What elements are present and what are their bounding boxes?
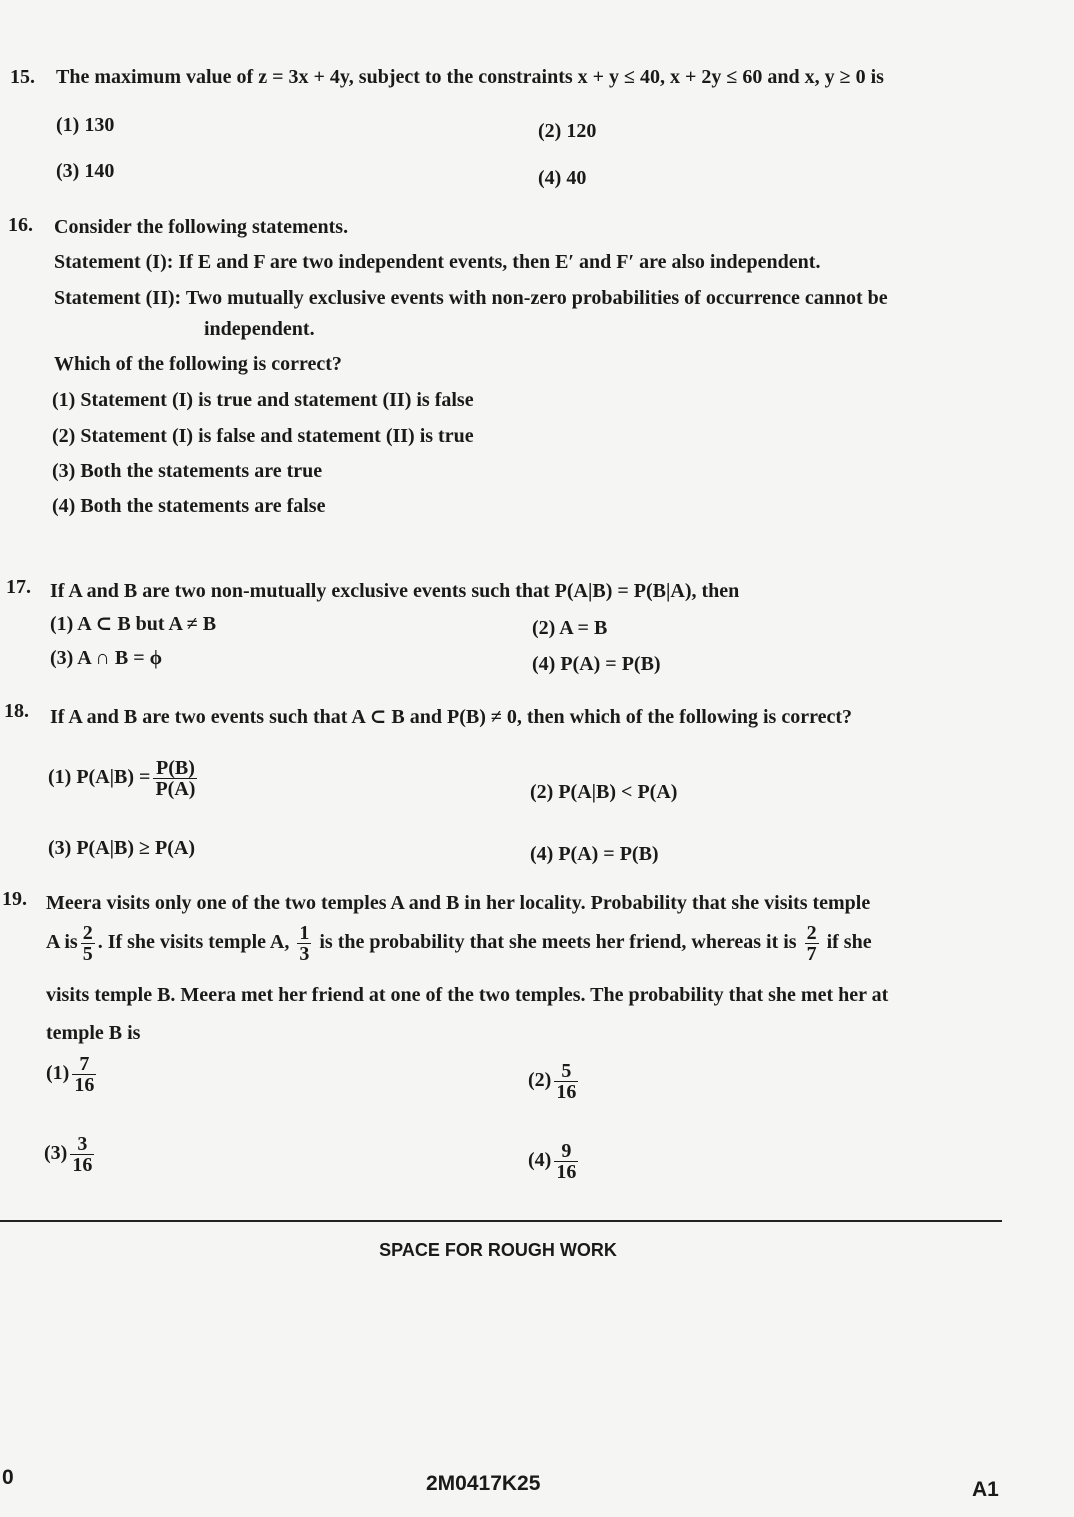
page-number: 0 (2, 1466, 14, 1489)
rough-work-label: SPACE FOR ROUGH WORK (379, 1240, 617, 1260)
option-4: (4) Both the statements are false (52, 495, 326, 517)
fraction (81, 923, 95, 964)
fraction-numerator: 1 (299, 922, 310, 944)
option-3: (3) Both the statements are true (52, 460, 323, 482)
option-4: (4) P(A) = P(B) (532, 653, 661, 675)
text-segment: A is (46, 931, 78, 954)
series-label: A1 (972, 1478, 999, 1501)
question-line-1: Meera visits only one of the two temples A and B in her locality. Probability that she visits temple (46, 892, 871, 914)
question-number: 15. (10, 66, 35, 88)
option-1 (46, 1054, 99, 1095)
question-intro: Consider the following statements. (54, 216, 349, 238)
option-3 (44, 1134, 97, 1175)
option-2: (2) A = B (532, 617, 608, 639)
option-label: (2) (528, 1069, 552, 1092)
fraction (554, 1141, 578, 1182)
option-1-prefix: (1) P(A|B) = (48, 766, 151, 789)
option-label: (3) (44, 1142, 68, 1165)
fraction-denominator: P(A) (155, 778, 196, 800)
fraction (153, 758, 197, 799)
fraction-denominator: 7 (806, 943, 817, 965)
option-3: (3) 140 (56, 160, 115, 182)
question-number: 19. (2, 888, 27, 910)
fraction-numerator: 7 (72, 1054, 96, 1075)
option-2 (528, 1061, 581, 1102)
fraction-numerator: 2 (82, 922, 93, 944)
option-3: (3) P(A|B) ≥ P(A) (48, 837, 196, 859)
fraction-numerator: 3 (70, 1134, 94, 1155)
fraction (70, 1134, 94, 1175)
fraction-numerator: 5 (554, 1061, 578, 1082)
fraction-numerator: 9 (554, 1141, 578, 1162)
question-line-4: temple B is (46, 1022, 141, 1044)
option-1: (1) Statement (I) is true and statement (II) is false (52, 389, 474, 411)
question-line-2 (46, 923, 872, 964)
option-2: (2) 120 (538, 120, 597, 142)
statement-1: Statement (I): If E and F are two independent events, then E′ and F′ are also independent. (54, 251, 821, 273)
option-1: (1) A ⊂ B but A ≠ B (50, 613, 217, 635)
fraction (554, 1061, 578, 1102)
fraction-denominator: 16 (74, 1074, 95, 1096)
fraction (805, 923, 819, 964)
text-segment: if she (826, 931, 872, 954)
option-4: (4) 40 (538, 167, 587, 189)
option-1 (48, 758, 200, 799)
divider-line (0, 1220, 1002, 1222)
fraction (297, 923, 311, 964)
question-number: 17. (6, 576, 31, 598)
question-text: If A and B are two events such that A ⊂ B and P(B) ≠ 0, then which of the following is correct? (50, 706, 853, 728)
paper-code: 2M0417K25 (426, 1472, 541, 1495)
option-2: (2) Statement (I) is false and statement (II) is true (52, 425, 474, 447)
fraction-denominator: 16 (556, 1081, 577, 1103)
fraction-denominator: 16 (72, 1154, 93, 1176)
option-4: (4) P(A) = P(B) (530, 843, 659, 865)
option-3: (3) A ∩ B = ϕ (50, 647, 163, 669)
question-number: 16. (8, 214, 33, 236)
statement-2: Statement (II): Two mutually exclusive events with non-zero probabilities of occurrence cannot be (54, 287, 888, 309)
option-1: (1) 130 (56, 114, 115, 136)
text-segment: is the probability that she meets her friend, whereas it is (319, 931, 797, 954)
fraction (72, 1054, 96, 1095)
option-2: (2) P(A|B) < P(A) (530, 781, 678, 803)
fraction-numerator: 2 (806, 922, 817, 944)
option-label: (4) (528, 1149, 552, 1172)
fraction-denominator: 3 (299, 943, 310, 965)
question-text: The maximum value of z = 3x + 4y, subject to the constraints x + y ≤ 40, x + 2y ≤ 60 and x, y ≥ 0 is (56, 66, 884, 88)
option-4 (528, 1141, 581, 1182)
statement-2-continued: independent. (204, 318, 315, 340)
question-number: 18. (4, 700, 29, 722)
fraction-denominator: 16 (556, 1161, 577, 1183)
fraction-numerator: P(B) (153, 758, 197, 779)
question-line-3: visits temple B. Meera met her friend at one of the two temples. The probability that she met her at (46, 984, 889, 1006)
fraction-denominator: 5 (82, 943, 93, 965)
question-prompt: Which of the following is correct? (54, 353, 342, 375)
text-segment: . If she visits temple A, (97, 931, 290, 954)
option-label: (1) (46, 1062, 70, 1085)
question-text: If A and B are two non-mutually exclusive events such that P(A|B) = P(B|A), then (50, 580, 740, 602)
